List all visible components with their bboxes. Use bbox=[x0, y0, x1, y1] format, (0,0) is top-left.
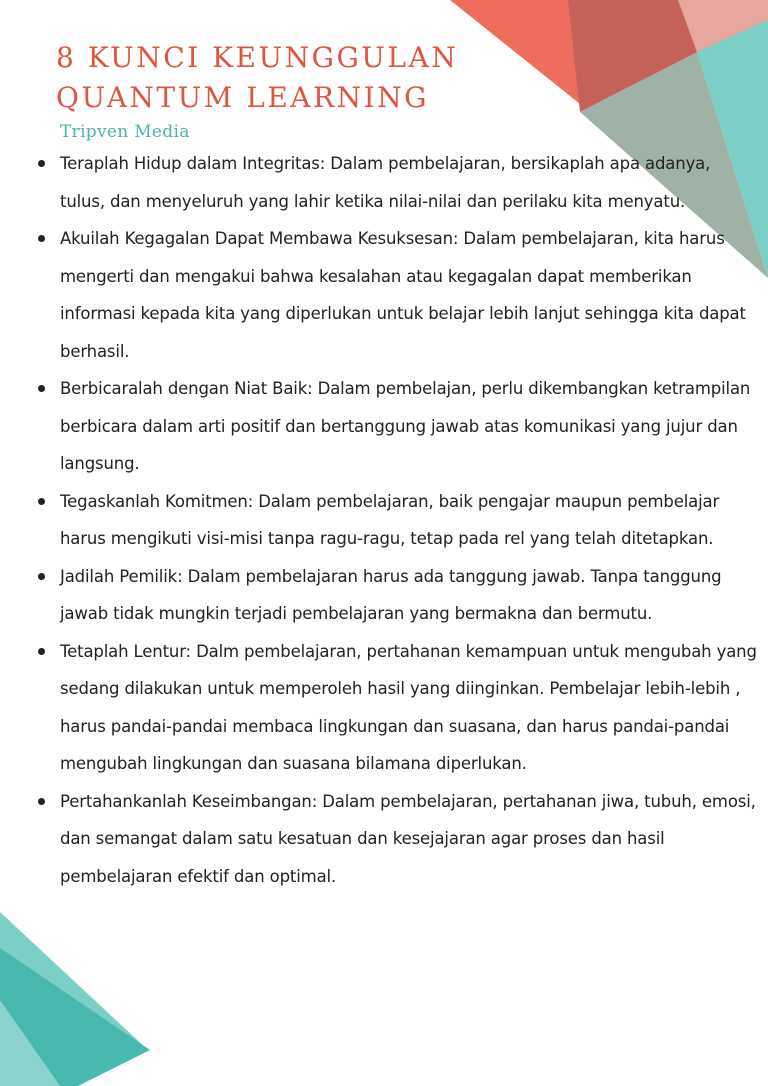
list-item bbox=[60, 145, 760, 220]
list-item-text: Akuilah Kegagalan Dapat Membawa Kesuksesan: Dalam pembelajaran, kita harus mengerti dan mengakui bahwa kesalahan atau kegagalan dapat memberikan informasi kepada kita yang diperlukan untuk belajar lebih lanjut sehingga kita dapat berhasil. bbox=[60, 229, 746, 361]
list-item bbox=[60, 370, 760, 483]
list-item bbox=[60, 633, 760, 783]
list-item bbox=[60, 558, 760, 633]
bullet-icon bbox=[38, 235, 45, 242]
bullet-icon bbox=[38, 160, 45, 167]
bullet-icon bbox=[38, 385, 45, 392]
bullet-icon bbox=[38, 573, 45, 580]
list-item-text: Jadilah Pemilik: Dalam pembelajaran harus ada tanggung jawab. Tanpa tanggung jawab tidak mungkin terjadi pembelajaran yang bermakna dan bermutu. bbox=[60, 566, 722, 623]
list-item-text: Tetaplah Lentur: Dalm pembelajaran, pertahanan kemampuan untuk mengubah yang sedang dilakukan untuk memperoleh hasil yang diinginkan. Pembelajar lebih-lebih , harus pandai-pandai membaca lingkungan dan suasana, dan harus pandai-pandai mengubah lingkungan dan suasana bilamana diperlukan. bbox=[60, 641, 757, 773]
bullet-icon bbox=[38, 498, 45, 505]
key-points-list bbox=[60, 145, 760, 895]
list-item bbox=[60, 220, 760, 370]
title-line-1: 8 KUNCI KEUNGGULAN bbox=[56, 41, 459, 74]
title-line-2: QUANTUM LEARNING bbox=[56, 81, 430, 114]
list-item bbox=[60, 783, 760, 896]
bullet-icon bbox=[38, 648, 45, 655]
list-item-text: Teraplah Hidup dalam Integritas: Dalam pembelajaran, bersikaplah apa adanya, tulus, dan menyeluruh yang lahir ketika nilai-nilai dan perilaku kita menyatu. bbox=[60, 154, 711, 211]
list-item-text: Pertahankanlah Keseimbangan: Dalam pembelajaran, pertahanan jiwa, tubuh, emosi, dan semangat dalam satu kesatuan dan kesejajaran agar proses dan hasil pembelajaran efektif dan optimal. bbox=[60, 791, 756, 886]
list-item-text: Tegaskanlah Komitmen: Dalam pembelajaran, baik pengajar maupun pembelajar harus mengikuti visi-misi tanpa ragu-ragu, tetap pada rel yang telah ditetapkan. bbox=[60, 491, 720, 548]
page-title bbox=[56, 38, 458, 118]
publisher-name: Tripven Media bbox=[60, 122, 190, 142]
list-item-text: Berbicaralah dengan Niat Baik: Dalam pembelajan, perlu dikembangkan ketrampilan berbicara dalam arti positif dan bertanggung jawab atas komunikasi yang jujur dan langsung. bbox=[60, 379, 751, 473]
list-item bbox=[60, 483, 760, 558]
bullet-icon bbox=[38, 798, 45, 805]
